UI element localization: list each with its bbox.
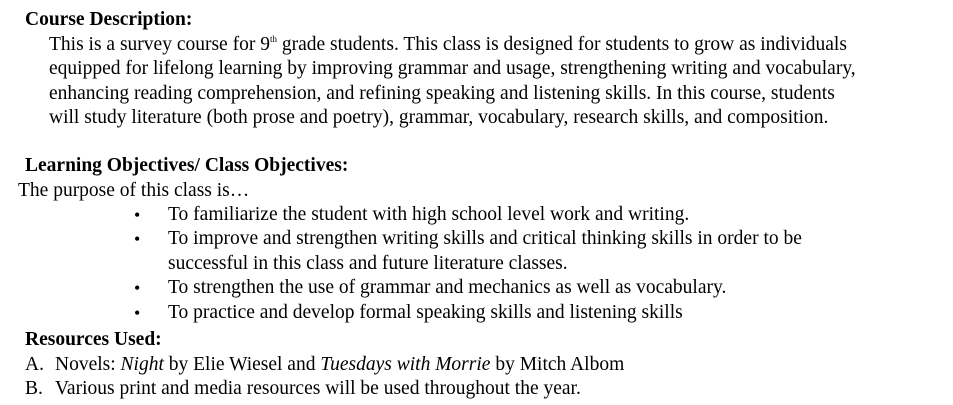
- resource-lead: Novels:: [55, 354, 121, 375]
- objective-item: [0, 276, 848, 300]
- book-title-tuesdays: Tuesdays with Morrie: [320, 354, 491, 375]
- resource-mid: by Elie Wiesel and: [163, 354, 321, 375]
- resource-marker: A.: [25, 354, 44, 375]
- ordinal-suffix: th: [269, 34, 277, 44]
- resource-item-a: [25, 353, 624, 377]
- objectives-heading: Learning Objectives/ Class Objectives:: [25, 155, 349, 176]
- objective-text: To familiarize the student with high school level work and writing.: [168, 204, 690, 225]
- objective-item: [0, 227, 848, 276]
- resource-item-b: [25, 377, 624, 401]
- objective-item: [0, 301, 848, 325]
- book-title-night: Night: [120, 354, 164, 375]
- resource-marker: B.: [25, 378, 43, 400]
- course-description-heading: Course Description:: [25, 9, 193, 30]
- objective-text: To practice and develop formal speaking skills and listening skills: [168, 301, 683, 323]
- objective-text: To strengthen the use of grammar and mechanics as well as vocabulary.: [168, 277, 727, 299]
- bullet-icon: •: [134, 205, 141, 225]
- description-text-start: This is a survey course for 9: [49, 34, 270, 55]
- bullet-icon: •: [134, 278, 141, 299]
- resource-text: Various print and media resources will be used throughout the year.: [55, 378, 581, 400]
- bullet-icon: •: [134, 229, 141, 250]
- resources-list: [25, 353, 624, 402]
- resources-heading: Resources Used:: [25, 329, 162, 350]
- resource-tail: by Mitch Albom: [490, 354, 625, 375]
- description-text-rest: grade students. This class is designed for students to grow as individuals equipped for lifelong learning by improving grammar and usage, strengthening writing and vocabulary, enhancing reading comprehension, and refining speaking and listening skills. In this course, students will study literature (both prose and poetry), grammar, vocabulary, research skills, and composition.: [49, 34, 856, 129]
- objectives-list: [0, 203, 953, 325]
- objective-item: [0, 203, 848, 227]
- course-description-paragraph: [49, 33, 869, 131]
- bullet-icon: •: [134, 302, 141, 323]
- objectives-intro: The purpose of this class is…: [18, 180, 250, 201]
- objective-text: To improve and strengthen writing skills and critical thinking skills in order to be successful in this class and future literature classes.: [168, 228, 802, 274]
